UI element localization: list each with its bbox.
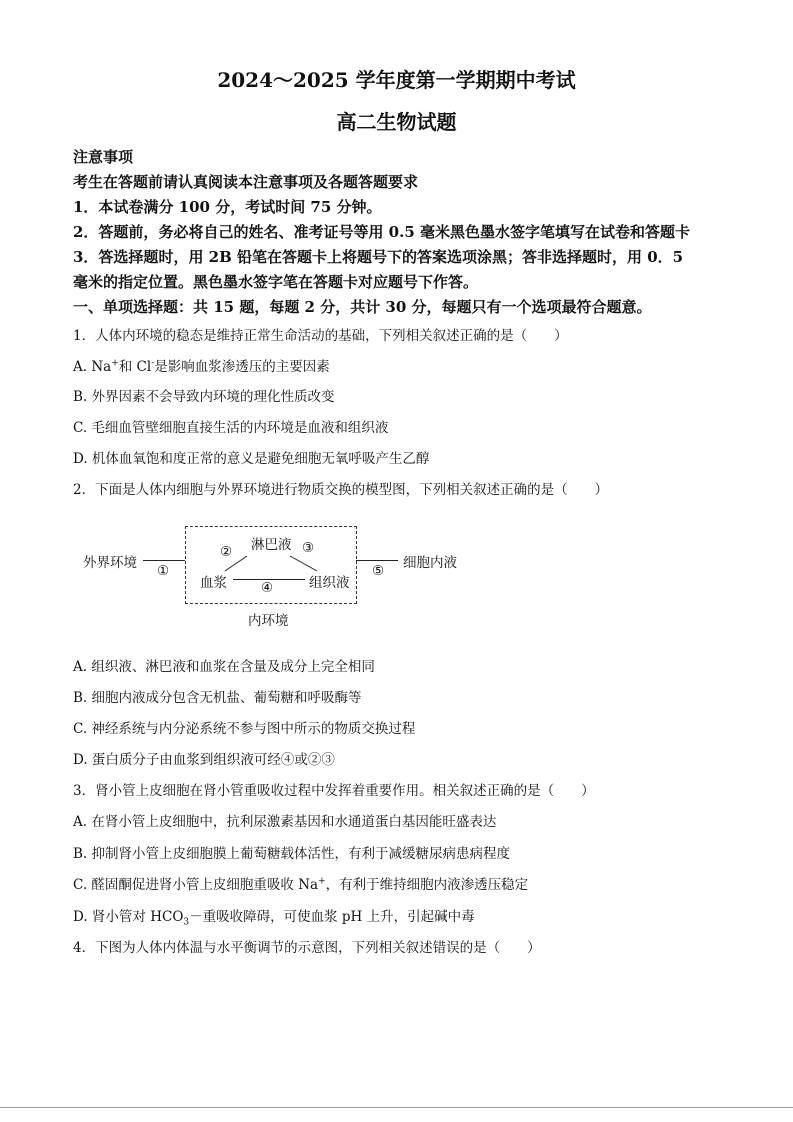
notice-item-2: 2．答题前，务必将自己的姓名、准考证号等用 0.5 毫米黑色墨水签字笔填写在试卷和答题卡 xyxy=(73,223,690,241)
q1-option-c: C. 毛细血管壁细胞直接生活的内环境是血液和组织液 xyxy=(73,420,389,436)
plasma-label: 血浆 xyxy=(200,575,227,591)
notice-intro: 考生在答题前请认真阅读本注意事项及各题答题要求 xyxy=(73,173,419,191)
lymph-label: 淋巴液 xyxy=(251,537,292,553)
q3-option-b: B. 抑制肾小管上皮细胞膜上葡萄糖载体活性，有利于减缓糖尿病患病程度 xyxy=(73,846,511,862)
internal-environment-label: 内环境 xyxy=(248,613,289,629)
q2-option-a: A. 组织液、淋巴液和血浆在含量及成分上完全相同 xyxy=(73,659,375,675)
q1-stem: 1．人体内环境的稳态是维持正常生命活动的基础，下列相关叙述正确的是（ ） xyxy=(73,328,568,344)
q1-option-a: A. Na+和 Cl-是影响血浆渗透压的主要因素 xyxy=(73,358,330,375)
notice-heading: 注意事项 xyxy=(73,148,134,166)
exam-title: 2024～2025 学年度第一学期期中考试 xyxy=(217,68,576,92)
q1-option-d: D. 机体血氧饱和度正常的意义是避免细胞无氧呼吸产生乙醇 xyxy=(73,451,430,467)
q2-option-c: C. 神经系统与内分泌系统不参与图中所示的物质交换过程 xyxy=(73,721,416,737)
exam-subtitle: 高二生物试题 xyxy=(336,110,457,134)
cell-fluid-label: 细胞内液 xyxy=(403,555,457,571)
notice-item-1: 1．本试卷满分 100 分，考试时间 75 分钟。 xyxy=(73,198,382,216)
q4-stem: 4．下图为人体内体温与水平衡调节的示意图，下列相关叙述错误的是（ ） xyxy=(73,940,541,956)
number-3: ③ xyxy=(302,540,315,556)
outside-environment-label: 外界环境 xyxy=(83,555,137,571)
q2-option-b: B. 细胞内液成分包含无机盐、葡萄糖和呼吸酶等 xyxy=(73,690,362,706)
q2-option-d: D. 蛋白质分子由血浆到组织液可经④或②③ xyxy=(73,752,335,768)
section-heading: 一、单项选择题：共 15 题，每题 2 分，共计 30 分，每题只有一个选项最符合题意。 xyxy=(73,298,652,316)
q2-stem: 2．下面是人体内细胞与外界环境进行物质交换的模型图，下列相关叙述正确的是（ ） xyxy=(73,482,609,498)
connector-line xyxy=(356,560,398,561)
page-bottom-rule xyxy=(0,1107,793,1108)
number-4: ④ xyxy=(261,580,274,596)
notice-item-4: 毫米的指定位置。黑色墨水签字笔在答题卡对应题号下作答。 xyxy=(73,273,479,291)
number-5: ⑤ xyxy=(372,563,385,579)
tissue-fluid-label: 组织液 xyxy=(309,575,350,591)
number-2: ② xyxy=(220,544,233,560)
connector-line xyxy=(143,560,185,561)
q3-option-d: D. 肾小管对 $HCO_3-$重吸收障碍，可使血浆 pH 上升，引起碱中毒 xyxy=(73,909,475,928)
q1-option-b: B. 外界因素不会导致内环境的理化性质改变 xyxy=(73,389,335,405)
number-1: ① xyxy=(157,563,170,579)
q3-option-a: A. 在肾小管上皮细胞中，抗利尿激素基因和水通道蛋白基因能旺盛表达 xyxy=(73,814,497,830)
notice-item-3: 3．答选择题时，用 2B 铅笔在答题卡上将题号下的答案选项涂黑；答非选择题时，用 0．5 xyxy=(73,248,684,266)
q3-option-c: C. 醛固酮促进肾小管上皮细胞重吸收 Na+，有利于维持细胞内液渗透压稳定 xyxy=(73,876,529,893)
q3-stem: 3．肾小管上皮细胞在肾小管重吸收过程中发挥着重要作用。相关叙述正确的是（ ） xyxy=(73,783,595,799)
